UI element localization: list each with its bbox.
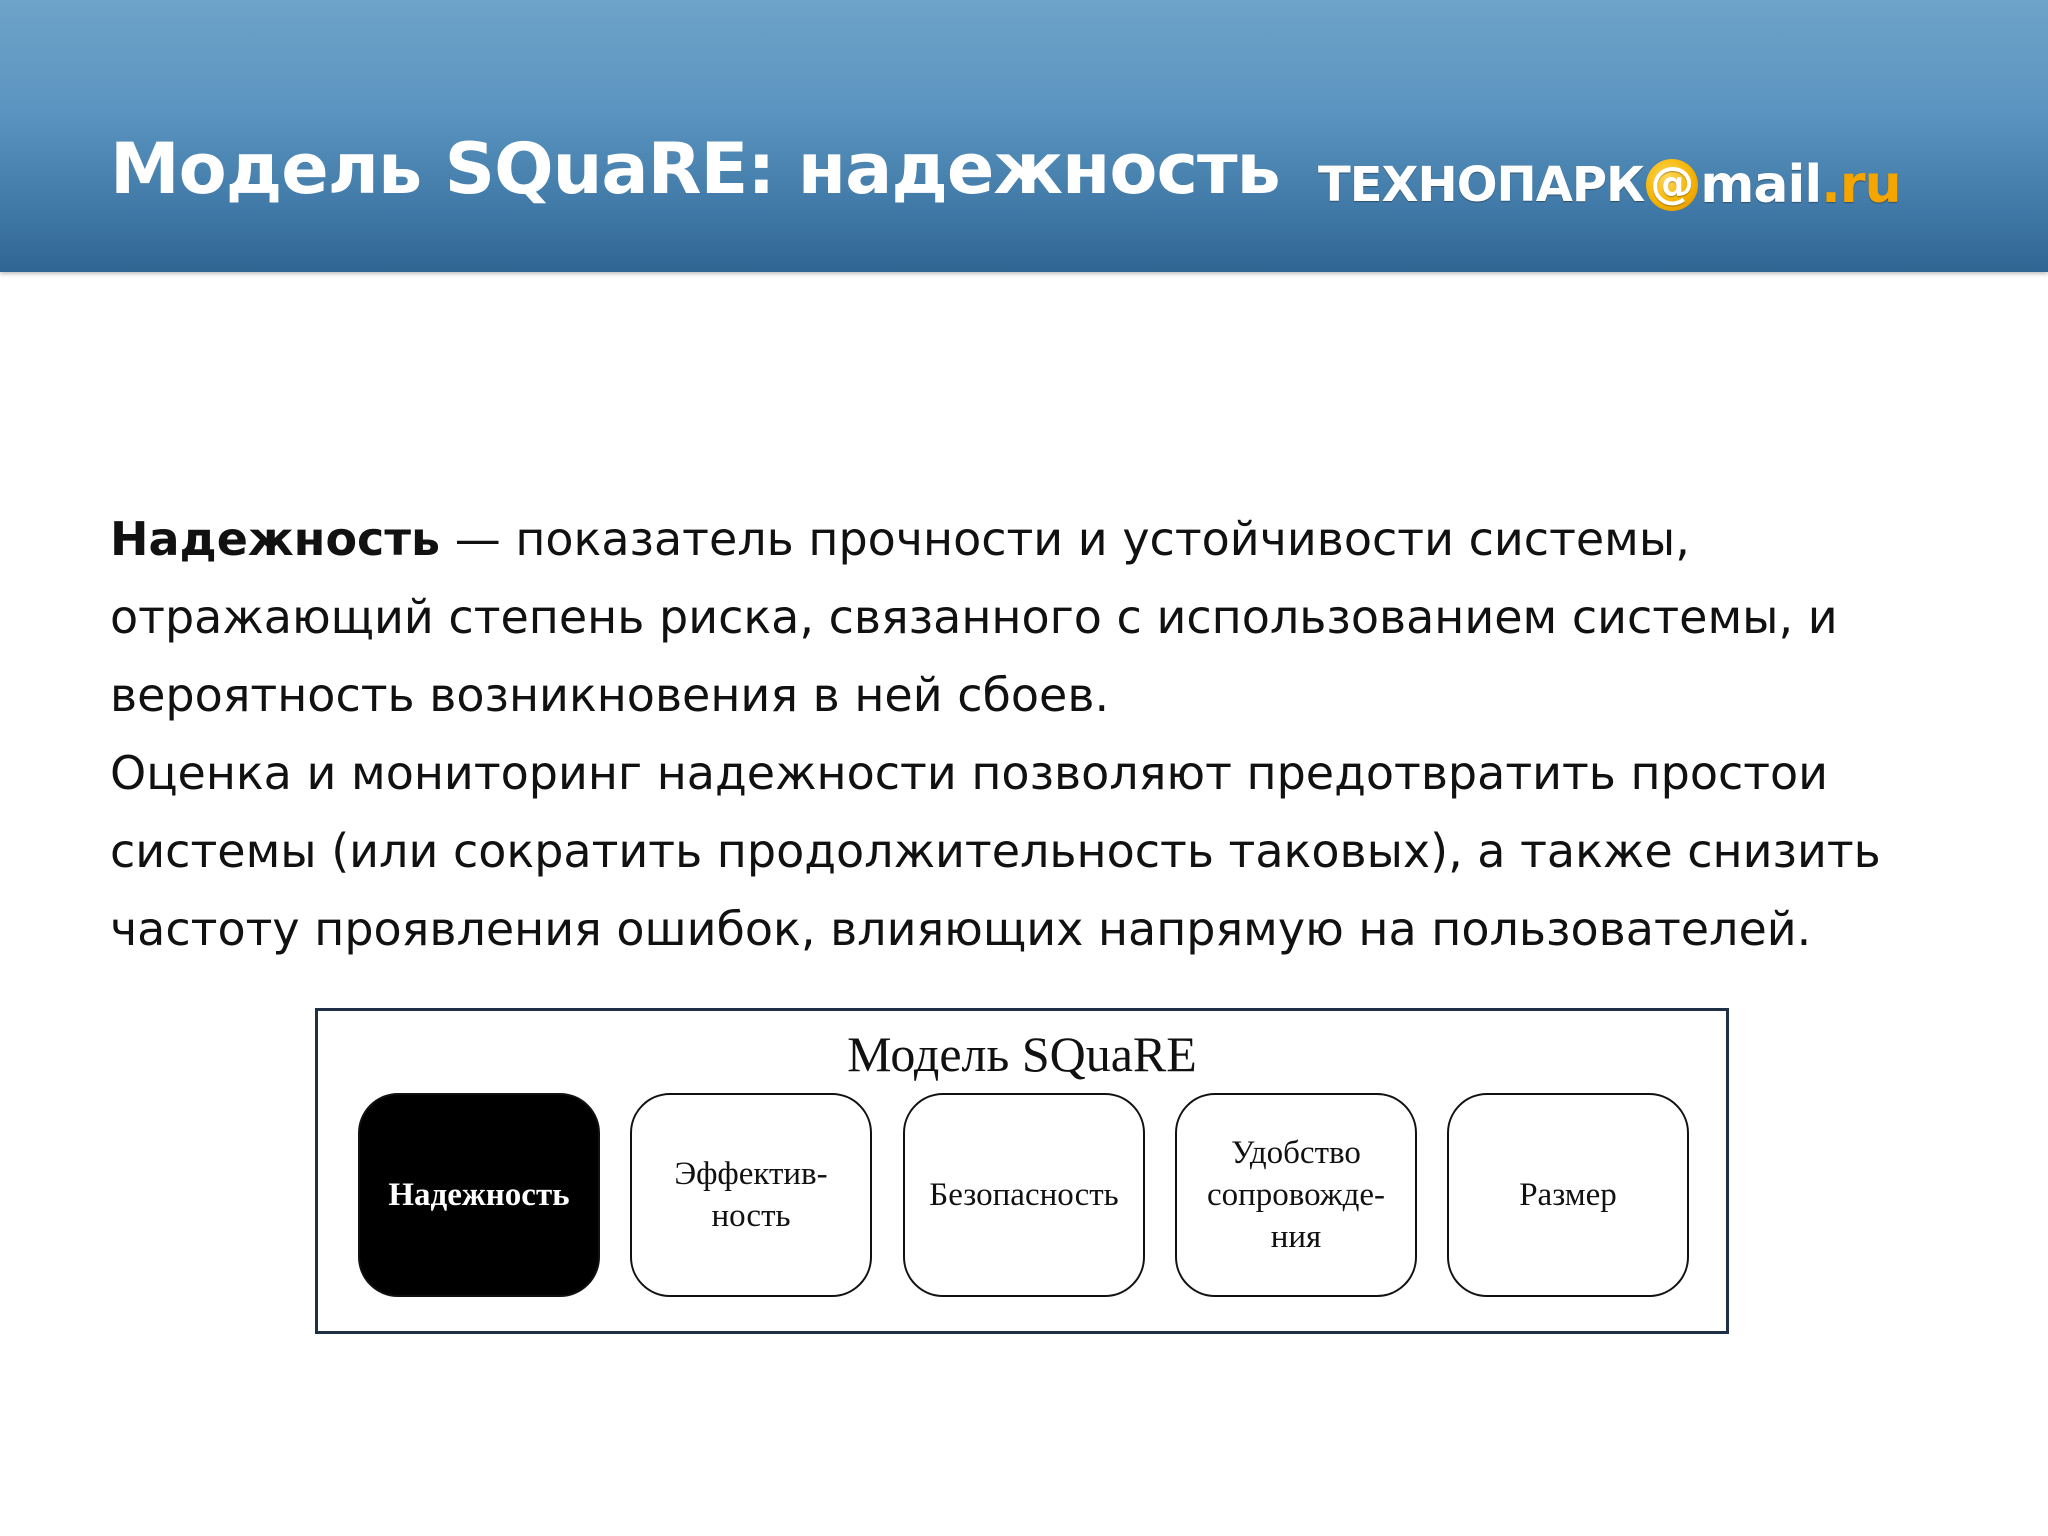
technopark-mail-logo	[1318, 150, 1901, 220]
diagram-box-label: Безопасность	[929, 1177, 1119, 1213]
diagram-box-security	[903, 1093, 1145, 1297]
square-model-diagram	[315, 1008, 1729, 1334]
slide-title: Модель SQuaRE: надежность	[110, 128, 1280, 210]
logo-text-ru: .ru	[1821, 155, 1901, 215]
slide-header	[0, 0, 2048, 272]
diagram-box-label: Удобство сопровожде- ния	[1206, 1135, 1386, 1255]
definition-term: Надежность	[110, 512, 441, 566]
diagram-title: Модель SQuaRE	[847, 1026, 1197, 1082]
diagram-box-label: Размер	[1519, 1177, 1617, 1213]
logo-text-technopark: ТЕХНОПАРК	[1318, 157, 1645, 213]
diagram-box-maintainability	[1175, 1093, 1417, 1297]
logo-text-mail: mail	[1700, 155, 1822, 215]
diagram-box-label: Надежность	[388, 1177, 570, 1213]
slide-body	[110, 500, 1990, 968]
monitoring-paragraph: Оценка и мониторинг надежности позволяют предотвратить простои системы (или сократить продолжительность таковых), а также снизить частоту проявления ошибок, влияющих напрямую на пользователей.	[110, 746, 1881, 956]
diagram-box-reliability	[358, 1093, 600, 1297]
definition-text: — показатель прочности и устойчивости системы, отражающий степень риска, связанного с использованием системы, и вероятность возникновения в ней сбоев.	[110, 512, 1838, 722]
diagram-box-label: Эффектив- ность	[674, 1156, 828, 1234]
definition-paragraph	[110, 500, 1990, 734]
diagram-box-size	[1447, 1093, 1689, 1297]
diagram-box-efficiency	[630, 1093, 872, 1297]
logo-at-icon: @	[1646, 159, 1698, 211]
